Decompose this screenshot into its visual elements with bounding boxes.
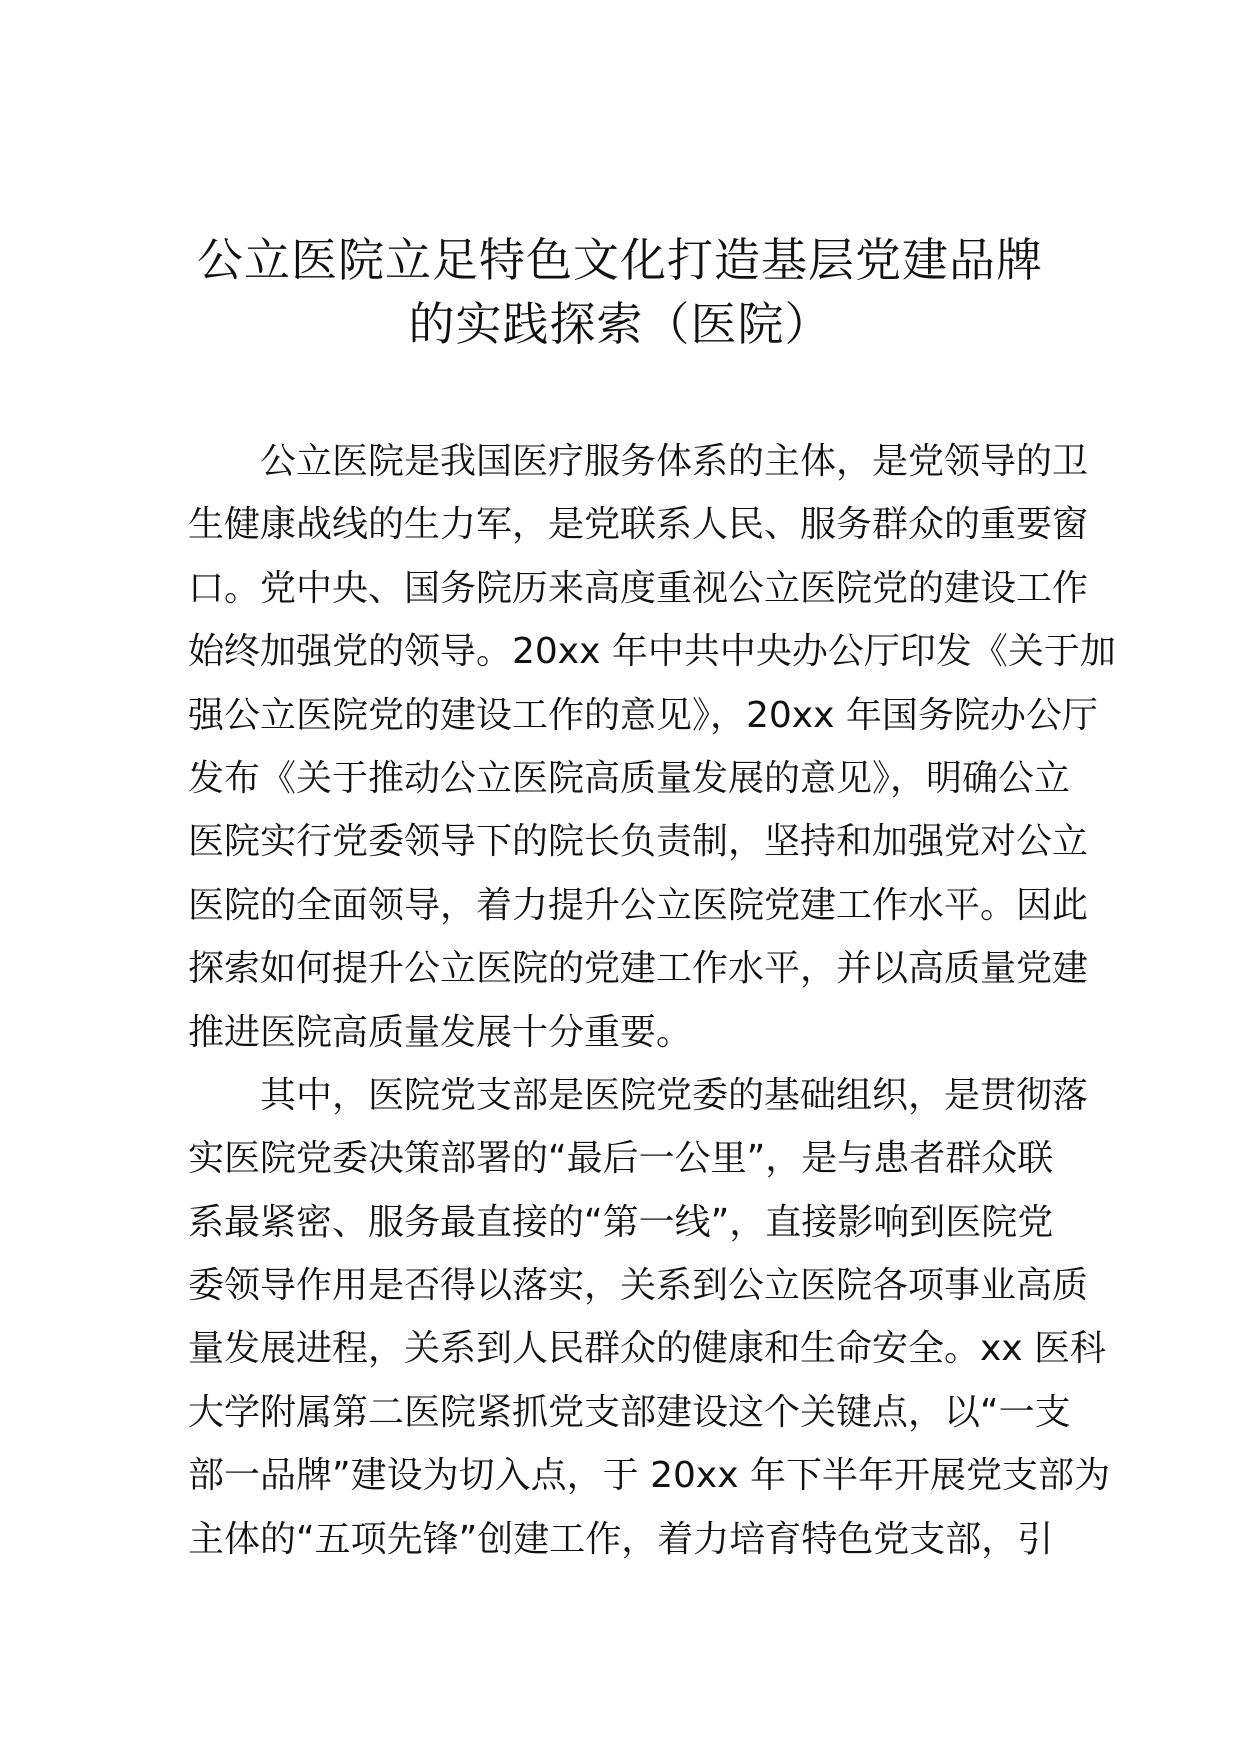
paragraph-1 (188, 430, 1116, 1064)
text-line: 强公立医院党的建设工作的意见》，20xx 年国务院办公厅 (188, 694, 1098, 736)
paragraph-2 (188, 1064, 1110, 1571)
text-line: 其中，医院党支部是医院党委的基础组织，是贯彻落 (260, 1074, 1089, 1116)
text-line: 大学附属第二医院紧抓党支部建设这个关键点，以“一支 (188, 1391, 1071, 1433)
text-line: 始终加强党的领导。20xx 年中共中央办公厅印发《关于加 (188, 631, 1116, 673)
text-line: 实医院党委决策部署的“最后一公里”，是与患者群众联 (188, 1138, 1054, 1180)
text-line: 系最紧密、服务最直接的“第一线”，直接影响到医院党 (188, 1201, 1054, 1243)
document-title (150, 228, 1090, 356)
text-line: 量发展进程，关系到人民群众的健康和生命安全。xx 医科 (188, 1328, 1107, 1370)
text-line: 委领导作用是否得以落实，关系到公立医院各项事业高质 (188, 1265, 1089, 1307)
text-line: 生健康战线的生力军，是党联系人民、服务群众的重要窗 (188, 504, 1089, 546)
title-line-1: 公立医院立足特色文化打造基层党建品牌 (197, 233, 1043, 287)
text-line: 主体的“五项先锋”创建工作，着力培育特色党支部，引 (188, 1518, 1054, 1560)
text-line: 部一品牌”建设为切入点，于 20xx 年下半年开展党支部为 (188, 1455, 1110, 1497)
text-line: 探索如何提升公立医院的党建工作水平，并以高质量党建 (188, 948, 1089, 990)
text-line: 医院实行党委领导下的院长负责制，坚持和加强党对公立 (188, 821, 1089, 863)
text-line: 口。党中央、国务院历来高度重视公立医院党的建设工作 (188, 567, 1089, 609)
text-line: 公立医院是我国医疗服务体系的主体，是党领导的卫 (260, 441, 1089, 482)
text-line: 发布《关于推动公立医院高质量发展的意见》，明确公立 (188, 757, 1071, 799)
document-body (188, 430, 1116, 1571)
text-line: 医院的全面领导，着力提升公立医院党建工作水平。因此 (188, 884, 1089, 926)
text-line: 推进医院高质量发展十分重要。 (188, 1011, 693, 1053)
title-line-2: 的实践探索（医院） (408, 297, 832, 351)
